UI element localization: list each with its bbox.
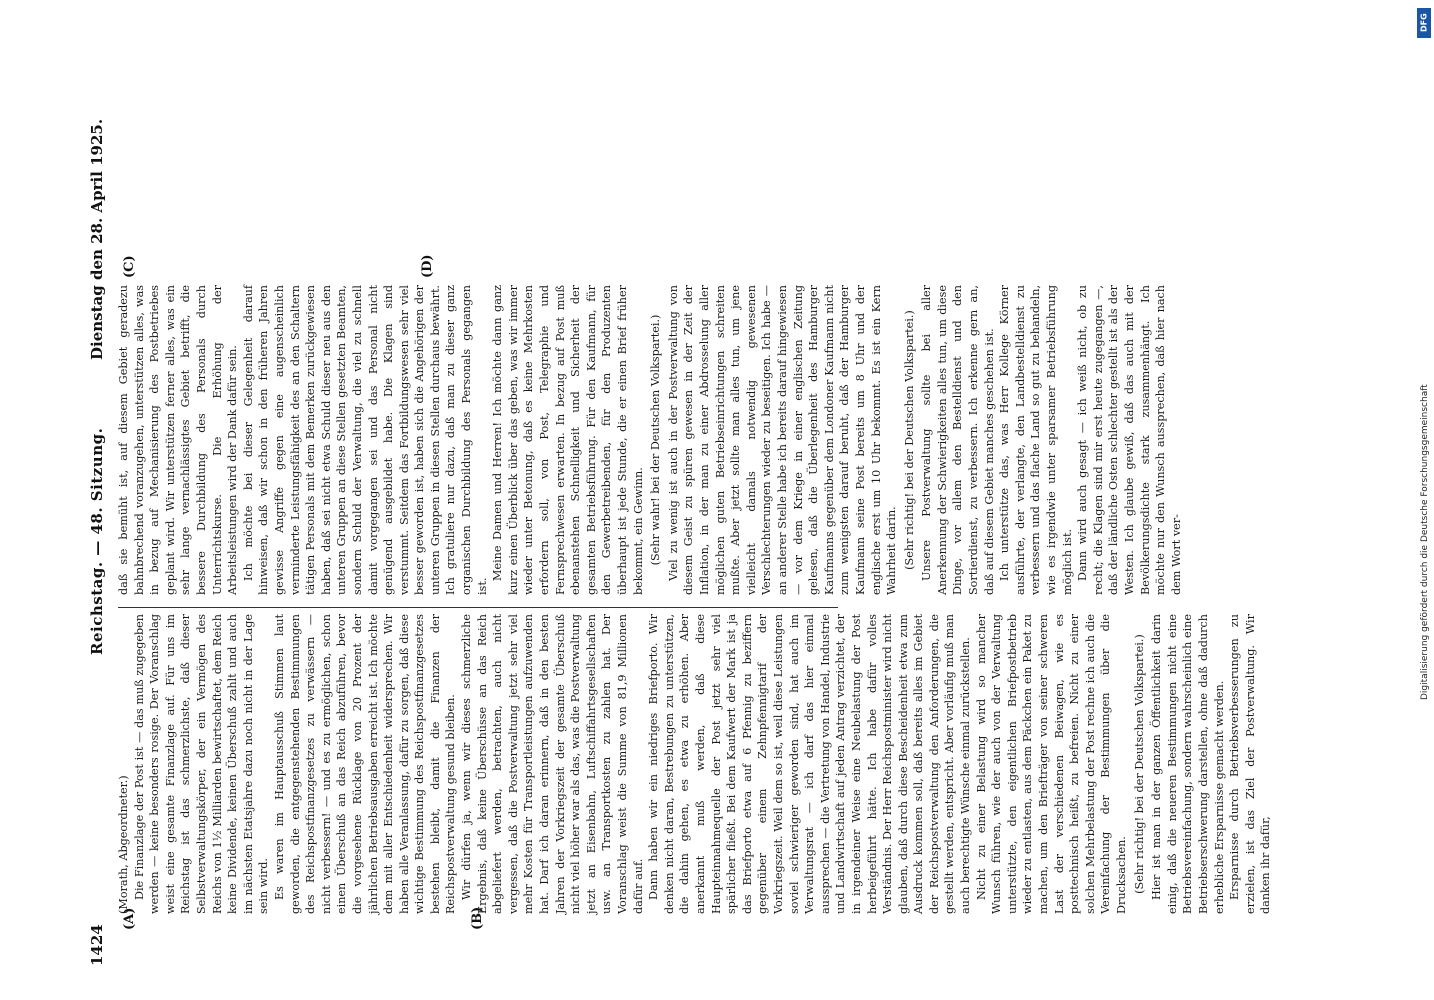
right-column xyxy=(116,285,1184,595)
interjection: (Sehr wahr! bei der Deutschen Volkspartei.) xyxy=(649,314,663,566)
paragraph: Nicht zu einer Belastung wird so mancher Wunsch führen, wie der auch von der Verwaltung unterstützte, den eigentlichen Briefpostbetrieb wieder zu entlasten, aus dem Päckchen ein Paket zu machen, um den Briefträger von seiner schweren Last der verschiedenen Beiwagen, wie es posttechnisch heißt, zu befreien. Nicht zu einer solchen Mehrbelastung der Post rechne ich auch die Vereinfachung der Bestimmungen über die Drucksachen. xyxy=(974,614,1128,914)
digitization-credit: Digitalisierung gefördert durch die Deutsche Forschungsgemeinschaft xyxy=(1420,384,1430,700)
session-title: Reichstag. — 48. Sitzung. xyxy=(88,427,106,655)
session-date: Dienstag den 28. April 1925. xyxy=(88,118,106,360)
paragraph: Ich unterstütze das, was Herr Kollege Körner ausführte, der verlangte, den Landbestelldienst zu verbessern und das flache Land so gut zu behandeln, wie es irgendwie unter sparsamer Betriebsführung möglich ist. xyxy=(998,285,1074,595)
speaker-line: (Morath, Abgeordneter.) xyxy=(117,775,130,914)
margin-marker-d: (D) xyxy=(420,254,435,278)
dfg-logo: DFG xyxy=(1417,8,1431,38)
page-header xyxy=(0,40,106,1000)
paragraph: Viel zu wenig ist auch in der Postverwaltung von diesem Geist zu spüren gewesen in der Zeit der Inflation, in der man zu einer Abdrosselung aller möglichen guten Betriebseinrichtungen schreiten mußte. Aber jetzt sollte man alles tun, um jene vielleicht damals notwendig gewesenen Verschlechterungen wieder zu beseitigen. Ich habe — an anderer Stelle habe ich bereits darauf hingewiesen — vor dem Kriege in einer englischen Zeitung gelesen, daß die Überlegenheit des Hamburger Kaufmanns gegenüber dem Londoner Kaufmann nicht zum wenigsten darauf beruht, daß der Hamburger Kaufmann seine Post bereits um 8 Uhr und der englische erst um 10 Uhr bekommt. Es ist ein Kern Wahrheit darin. xyxy=(666,285,899,595)
paragraph: Ersparnisse durch Betriebsverbesserungen zu erzielen, ist das Ziel der Postverwaltung. Wir danken ihr dafür, xyxy=(1228,614,1273,914)
left-column xyxy=(116,614,1274,914)
column-divider xyxy=(118,607,838,608)
paragraph: Es waren im Hauptausschuß Stimmen laut geworden, die entgegenstehenden Bestimmungen des Reichspostfinanzgesetzes zu verwässern — nicht verbessern! — und es zu ermöglichen, schon einen Überschuß an das Reich abzuführen, bevor die vorgesehene Rücklage von 20 Prozent der jährlichen Betriebsausgaben erreicht ist. Ich möchte dem mit aller Entschiedenheit widersprechen. Wir haben alle Veranlassung, dafür zu sorgen, daß diese wichtige Bestimmung des Reichspostfinanzgesetzes bestehen bleibt, damit die Finanzen der Reichspostverwaltung gesund bleiben. xyxy=(272,614,458,914)
margin-marker-c: (C) xyxy=(122,255,137,278)
interjection: (Sehr richtig! bei der Deutschen Volkspartei.) xyxy=(1132,634,1146,894)
paragraph: Ich möchte bei dieser Gelegenheit darauf hinweisen, daß wir schon in den früheren Jahren gewisse Angriffe gegen eine augenscheinlich verminderte Leistungsfähigkeit des an den Schaltern tätigen Personals mit dem Bemerken zurückgewiesen haben, daß sei nicht etwa Schuld dieser neu aus den unteren Gruppen an diese Stellen gesetzten Beamten, sondern Schuld der Verwaltung, die viel zu schnell damit vorgegangen sei und das Personal nicht genügend ausgebildet habe. Die Klagen sind verstummt. Seitdem das Fortbildungswesen sehr viel besser geworden ist, haben sich die Angehörigen der unteren Gruppen in diesen Stellen durchaus bewährt. Ich gratuliere nur dazu, daß man zu dieser ganz organischen Durchbildung des Personals gegangen ist. xyxy=(241,285,489,595)
paragraph: Meine Damen und Herren! Ich möchte dann ganz kurz einen Überblick über das geben, was wir immer wieder unter Betonung, daß es keine Mehrkosten erfordern soll, von Post, Telegraphie und Fernsprechwesen erwarten. In bezug auf Post muß ebenanstehen Schnelligkeit und Sicherheit der gesamten Betriebsführung. Für den Kaufmann, für den Gewerbetreibenden, für den Produzenten überhaupt ist jede Stunde, die er einen Brief früher bekommt, ein Gewinn. xyxy=(491,285,645,595)
paragraph: Dann wird auch gesagt — ich weiß nicht, ob zu recht; die Klagen sind mir erst heute zugegangen —, daß der ländliche Osten schlechter gestellt ist als der Westen. Ich glaube gewiß, daß das auch mit der Bevölkerungsdichte stark zusammenhängt. Ich möchte nur den Wunsch aussprechen, daß hier nach dem Wort ver- xyxy=(1076,285,1183,595)
paragraph: Wir dürfen ja, wenn wir dieses schmerzliche Ergebnis, daß keine Überschüsse an das Reich abgeliefert werden, betrachten, auch nicht vergessen, daß die Postverwaltung jetzt sehr viel mehr Kosten für Transportleistungen aufzuwenden hat. Darf ich daran erinnern, daß in den besten Jahren der Vorkriegszeit der gesamte Überschuß nicht viel höher war als das, was die Postverwaltung jetzt an Eisenbahn, Luftschiffahrtsgesellschaften usw. an Transportkosten zu zahlen hat. Der Voranschlag weist die Summe von 81,9 Millionen dafür auf. xyxy=(460,614,645,914)
margin-marker-b: (B) xyxy=(470,906,485,930)
paragraph: Unsere Postverwaltung sollte bei aller Anerkennung der Schwierigkeiten alles tun, um diese Dinge, vor allem den Bestelldienst und den Sortierdienst, zu verbessern. Ich erkenne gern an, daß auf diesem Gebiet manches geschehen ist. xyxy=(920,285,996,595)
paragraph: daß sie bemüht ist, auf diesem Gebiet geradezu bahnbrechend voranzugehen, unterstützen alles, was in bezug auf Mechanisierung des Postbetriebes geplant wird. Wir unterstützen ferner alles, was ein sehr lange vernachlässigtes Gebiet betrifft, die bessere Durchbildung des Personals durch Unterrichtskurse. Die Erhöhung der Arbeitsleistungen wird der Dank dafür sein. xyxy=(117,285,240,595)
paragraph: Dann haben wir ein niedriges Briefporto. Wir denken nicht daran, Bestrebungen zu unterstützen, die dahin gehen, es etwa zu erhöhen. Aber anerkannt muß werden, daß diese Haupteinnahmequelle der Post jetzt sehr viel spärlicher fließt. Bei dem Kaufwert der Mark ist ja das Briefporto etwa auf 6 Pfennig zu beziffern gegenüber einem Zehnpfennigtarif der Vorkriegszeit. Weil dem so ist, weil diese Leistungen soviel schwieriger geworden sind, hat auch im Verwaltungsrat — ich darf das hier einmal aussprechen — die Vertretung von Handel, Industrie und Landwirtschaft auf jeden Antrag verzichtet, der in irgendeiner Weise eine Neubelastung der Post herbeigeführt hätte. Ich habe dafür volles Verständnis. Der Herr Reichspostminister wird nicht glauben, daß durch diese Bescheidenheit etwa zum Ausdruck kommen soll, daß bereits alles im Gebiet der Reichspostverwaltung den Anforderungen, die gestellt werden, entspricht. Aber vorläufig muß man auch berechtigte Wünsche einmal zurückstellen. xyxy=(647,614,973,914)
paragraph: Hier ist man in der ganzen Öffentlichkeit darin einig, daß die neueren Bestimmungen nicht eine Betriebsvereinfachung, sondern wahrscheinlich eine Betriebserschwerung darstellen, ohne daß dadurch erhebliche Ersparnisse gemacht werden. xyxy=(1150,614,1226,914)
page-number: 1424 xyxy=(88,924,106,966)
interjection: (Sehr richtig! bei der Deutschen Volkspartei.) xyxy=(902,310,916,570)
rotated-newspaper-page xyxy=(0,40,1390,1000)
paragraph: Die Finanzlage der Post ist — das muß zugegeben werden — keine besonders rosige. Der Voranschlag weist eine gesamte Finanzlage auf. Für uns im Reichstag ist das schmerzlichste, daß dieser Selbstverwaltungskörper, der ein Vermögen des Reichs von 1½ Milliarden bewirtschaftet, dem Reich keine Dividende, keinen Überschuß zahlt und auch im nächsten Etatsjahre dazu noch nicht in der Lage sein wird. xyxy=(132,614,271,914)
margin-marker-a: (A) xyxy=(122,907,137,930)
